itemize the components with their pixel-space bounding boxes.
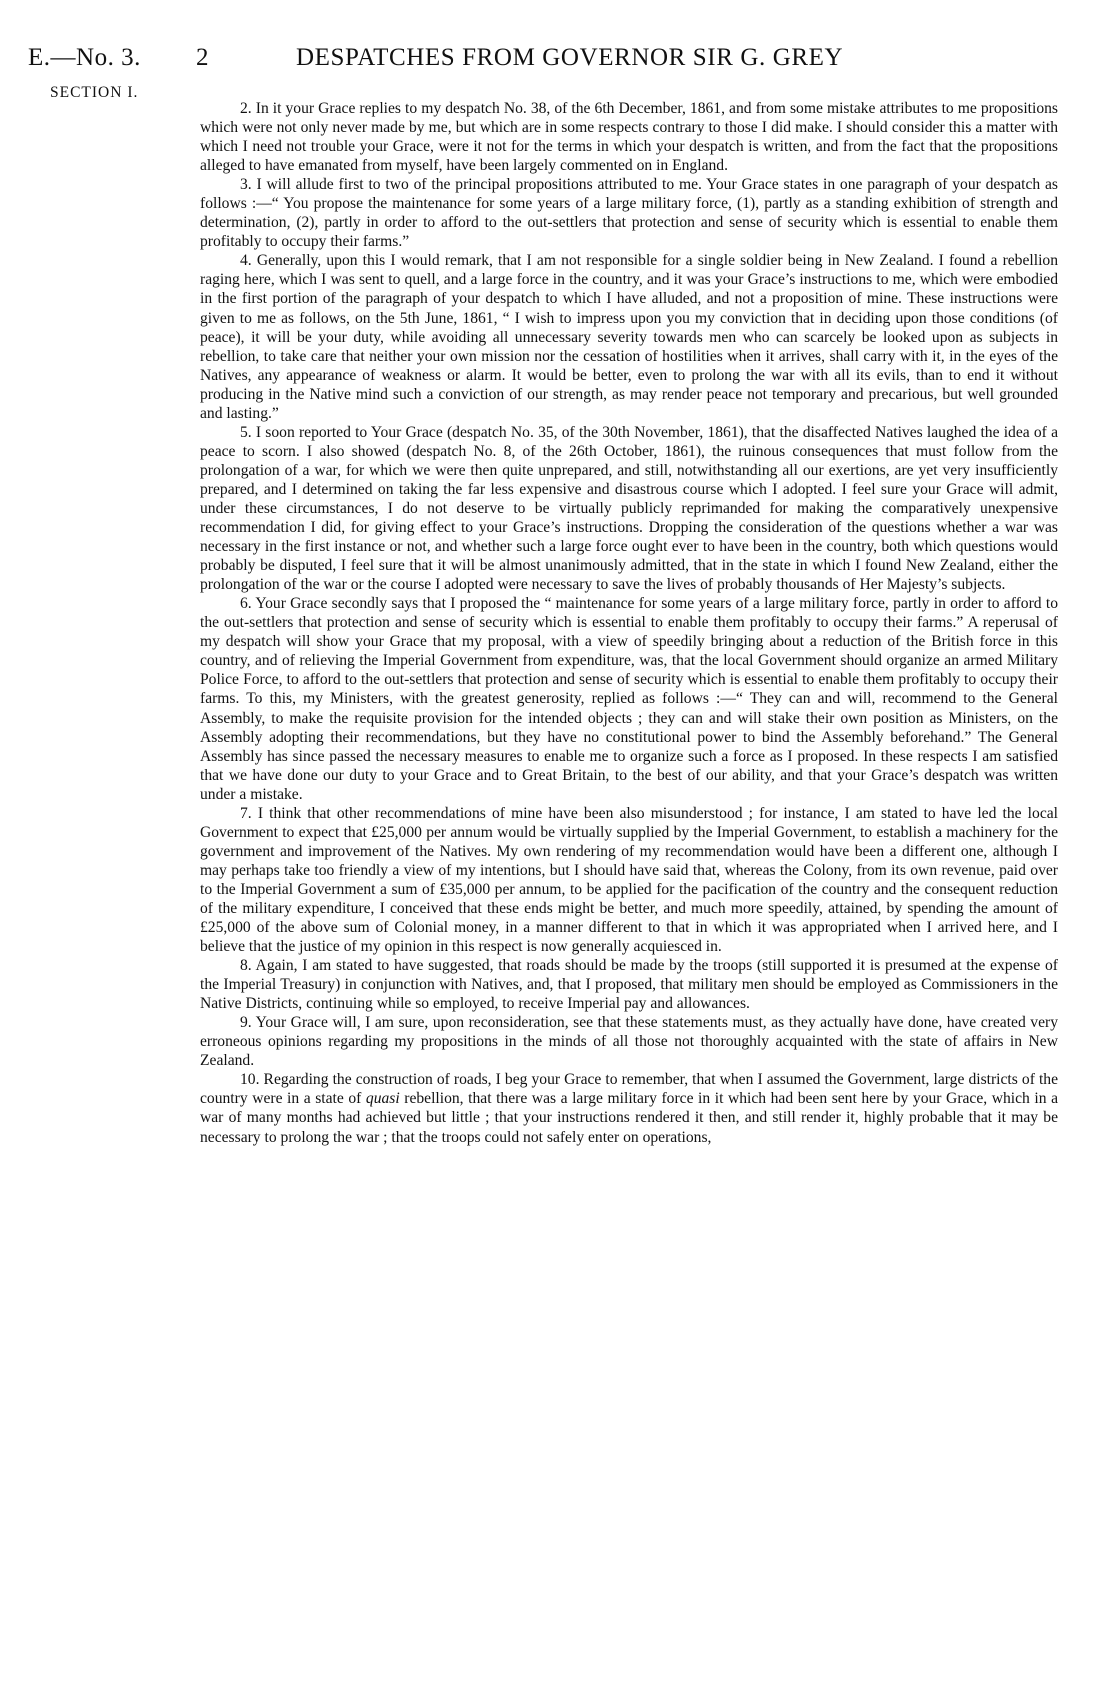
paragraph-6: 6. Your Grace secondly says that I proposed the “ maintenance for some years of a large military force, partly in order to afford to the out-settlers that protection and sense of security which is essential to enable them profitably to occupy their farms.” A reperusal of my despatch will show your Grace that my proposal, with a view of speedily bringing about a reduction of the British force in this country, and of relieving the Imperial Government from expenditure, was, that the local Government should organize an armed Military Police Force, to afford to the out-settlers that protection and sense of security which is essential to enable them profitably to occupy their farms. To this, my Ministers, with the greatest generosity, replied as follows :—“ They can and will, recommend to the General Assembly, to make the requisite provision for the intended objects ; they can and will stake their own position as Ministers, on the Assembly adopting their recommendations, but they have no constitutional power to bind the Assembly beforehand.” The General Assembly has since passed the necessary measures to enable me to organize such a force as I proposed. In these respects I am satisfied that we have done our duty to your Grace and to Great Britain, to the best of our ability, and that your Grace’s despatch was written under a mistake.: [200, 595, 1058, 803]
paragraph-5: 5. I soon reported to Your Grace (despatch No. 35, of the 30th November, 1861), that the disaffected Natives laughed the idea of a peace to scorn. I also showed (despatch No. 8, of the 26th October, 1861), the ruinous consequences that must follow from the prolongation of a war, for which we were then quite unprepared, and still, notwithstanding all our exertions, are yet very insufficiently prepared, and I determined on taking the far less expensive and disastrous course which I adopted. I feel sure your Grace will admit, under these circumstances, I do not deserve to be virtually publicly reprimanded for making the comparatively unexpensive recommendation I did, for giving effect to your Grace’s instructions. Dropping the consideration of the questions whether a war was necessary in the first instance or not, and whether such a large force ought ever to have been in the country, both which questions would probably be disputed, I feel sure that it will be almost unanimously admitted, that in the state in which I found New Zealand, either the prolongation of the war or the course I adopted were necessary to save the lives of probably thousands of Her Majesty’s subjects.: [200, 423, 1058, 594]
paragraph-10: [200, 1070, 1058, 1146]
paragraph-2: 2. In it your Grace replies to my despatch No. 38, of the 6th December, 1861, and from some mistake attributes to me propositions which were not only never made by me, but which are in some respects contrary to those I did make. I should consider this a matter with which I need not trouble your Grace, were it not for the terms in which your despatch is written, and from the fact that the propositions alleged to have emanated from myself, have been largely commented on in England.: [200, 100, 1058, 175]
section-label: SECTION I.: [50, 84, 139, 101]
body-text: [200, 99, 1058, 1147]
paragraph-4: 4. Generally, upon this I would remark, that I am not responsible for a single soldier being in New Zealand. I found a rebellion raging here, which I was sent to quell, and a large force in the country, and it was your Grace’s instructions to me, which were embodied in the first portion of the paragraph of your despatch to which I have alluded, and not a proposition of mine. These instructions were given to me as follows, on the 5th June, 1861, “ I wish to impress upon you my conviction that in deciding upon those conditions (of peace), it will be your duty, while avoiding all unnecessary severity towards men who can scarcely be looked upon as subjects in rebellion, to take care that neither your own mission nor the cessation of hostilities when it arrives, shall carry with it, in the eyes of the Natives, any appearance of weakness or alarm. It would be better, even to prolong the war with all its evils, than to end it without producing in the Native mind such a conviction of our strength, as may render peace not temporary and precarious, but well grounded and lasting.”: [200, 252, 1058, 422]
paragraph-10-text-end: rebellion, that there was a large military force in it which had been sent here by your Grace, which in a war of many months had achieved but little ; that your instructions rendered it then, and still render it, highly probable that it may be necessary to prolong the war ; that the troops could not safely enter on operations,: [200, 1090, 1059, 1146]
paragraph-7: 7. I think that other recommendations of mine have been also misunderstood ; for instance, I am stated to have led the local Government to expect that £25,000 per annum would be virtually supplied by the Imperial Government, to establish a machinery for the government and improvement of the Natives. My own rendering of my recommendation would have been a different one, although I may perhaps take too friendly a view of my intentions, but I should have said that, whereas the Colony, from its own revenue, paid over to the Imperial Government a sum of £35,000 per annum, to be applied for the pacification of the country and the consequent reduction of the military expenditure, I conceived that these ends might be better, and much more speedily, attained, by spending the amount of £25,000 of the above sum of Colonial money, in a manner different to that in which it was appropriated when I arrived here, and I believe that the justice of my opinion in this respect is now generally acquiesced in.: [200, 804, 1058, 956]
paragraph-8: 8. Again, I am stated to have suggested, that roads should be made by the troops (still supported it is presumed at the expense of the Imperial Treasury) in conjunction with Natives, and, that I proposed, that military men should be employed as Commissioners in the Native Districts, continuing while so employed, to receive Imperial pay and allowances.: [200, 957, 1058, 1013]
paragraph-10-text-start: 10. Regarding the construction of roads, I beg your Grace to remember, that when I assumed the Government, large districts of the country were in a state of: [200, 1071, 1058, 1108]
document-reference: E.—No. 3.: [28, 44, 141, 71]
running-title: DESPATCHES FROM GOVERNOR SIR G. GREY: [296, 44, 844, 71]
paragraph-9: 9. Your Grace will, I am sure, upon reconsideration, see that these statements must, as they actually have done, have created very erroneous opinions regarding my propositions in the minds of all those not thoroughly acquainted with the state of affairs in New Zealand.: [200, 1014, 1058, 1070]
paragraph-10-italic-term: quasi: [365, 1090, 400, 1108]
paragraph-3: 3. I will allude first to two of the principal propositions attributed to me. Your Grace states in one paragraph of your despatch as follows :—“ You propose the maintenance for some years of a large military force, (1), partly as a standing exhibition of strength and determination, (2), partly in order to afford to the out-settlers that protection and sense of security which is essential to enable them profitably to occupy their farms.”: [200, 176, 1058, 251]
page-number: 2: [196, 44, 209, 71]
